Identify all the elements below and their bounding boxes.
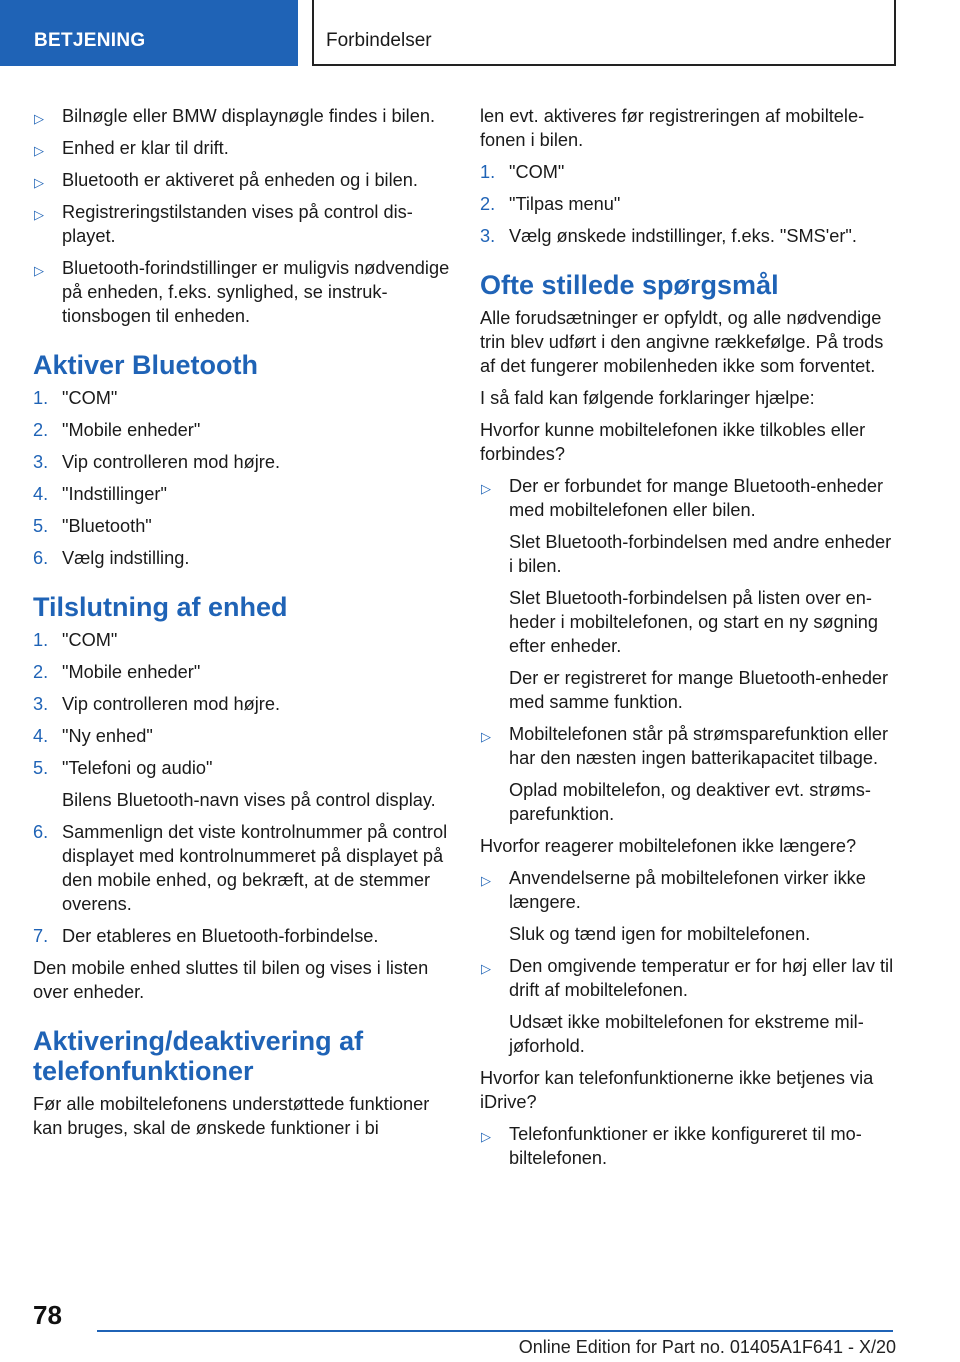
- list-item: ▷ Mobiltelefonen står på strømsparefunktion eller har den næsten ingen batterikapacitet tilbage.: [481, 724, 889, 768]
- step-number: 2.: [33, 662, 49, 682]
- step-number: 1.: [33, 630, 49, 650]
- triangle-right-icon: ▷: [34, 263, 44, 278]
- left-column: [33, 104, 453, 1148]
- step-item: 3. Vip controlleren mod højre.: [33, 452, 281, 472]
- solution-text: Der er registreret for mange Bluetooth-enheder med samme funktion.: [509, 668, 889, 712]
- step-number: 2.: [33, 420, 49, 440]
- right-column: [480, 104, 900, 1178]
- step-item: 1. "COM": [33, 388, 118, 408]
- list-item: ▷ Den omgivende temperatur er for høj eller lav til drift af mobiltelefonen.: [481, 956, 894, 1000]
- step-number: 1.: [480, 162, 496, 182]
- step-number: 6.: [33, 822, 49, 842]
- list-item: ▷ Der er forbundet for mange Bluetooth-enheder med mobiltelefonen eller bilen.: [481, 476, 884, 520]
- list-item: ▷ Bluetooth-forindstillinger er muligvis nødvendige på enheden, f.eks. synlighed, se instruktionsbogen til enheden.: [34, 258, 450, 326]
- step-item: 6. Sammenlign det viste kontrolnummer på control displayet med kontrolnummeret på displayet på den mobile enhed, og bekræft, at de stemmer overens.: [33, 822, 448, 914]
- heading-aktivering: Aktivering/deaktivering af telefonfunktioner: [33, 1026, 364, 1086]
- step-number: 5.: [33, 758, 49, 778]
- triangle-right-icon: ▷: [34, 207, 44, 222]
- step-item: 5. "Bluetooth": [33, 516, 152, 536]
- step-number: 4.: [33, 726, 49, 746]
- heading-aktiver-bluetooth: Aktiver Bluetooth: [33, 350, 259, 380]
- step-item: 1. "COM": [33, 630, 118, 650]
- step-item: 2. "Mobile enheder": [33, 662, 201, 682]
- step-number: 3.: [33, 694, 49, 714]
- triangle-right-icon: ▷: [481, 1129, 491, 1144]
- heading-faq: Ofte stillede spørgsmål: [480, 270, 779, 300]
- step-item: 2. "Tilpas menu": [480, 194, 621, 214]
- step-item: 6. Vælg indstilling.: [33, 548, 190, 568]
- step-number: 3.: [33, 452, 49, 472]
- triangle-right-icon: ▷: [34, 175, 44, 190]
- page-number: 78: [33, 1300, 62, 1330]
- step-item: 3. Vip controlleren mod højre.: [33, 694, 281, 714]
- page-header: [0, 0, 960, 66]
- step-note: Bilens Bluetooth-navn vises på control display.: [62, 790, 436, 810]
- list-item: ▷ Registreringstilstanden vises på control displayet.: [34, 202, 413, 246]
- list-item: ▷ Anvendelserne på mobiltelefonen virker ikke længere.: [481, 868, 866, 912]
- triangle-right-icon: ▷: [481, 729, 491, 744]
- step-number: 5.: [33, 516, 49, 536]
- step-item: 2. "Mobile enheder": [33, 420, 201, 440]
- tilslutning-steps: [33, 628, 453, 948]
- step-number: 1.: [33, 388, 49, 408]
- footer-edition: Online Edition for Part no. 01405A1F641 - X/20: [518, 1337, 896, 1357]
- paragraph: len evt. aktiveres før registreringen af mobiltelefonen i bilen.: [480, 106, 865, 150]
- step-item: 5. "Telefoni og audio": [33, 758, 213, 778]
- step-item: 1. "COM": [480, 162, 565, 182]
- paragraph: Den mobile enhed sluttes til bilen og vises i listen over enheder.: [33, 958, 429, 1002]
- step-number: 2.: [480, 194, 496, 214]
- aktiver-steps: [33, 386, 453, 570]
- triangle-right-icon: ▷: [34, 111, 44, 126]
- solution-text: Sluk og tænd igen for mobiltelefonen.: [509, 924, 811, 944]
- list-item: ▷ Bilnøgle eller BMW displaynøgle findes i bilen.: [33, 104, 453, 128]
- chapter-tab: Forbindelser: [312, 0, 896, 66]
- list-item: ▷ Bluetooth er aktiveret på enheden og i bilen.: [33, 168, 453, 192]
- solution-text: Slet Bluetooth-forbindelsen med andre enheder i bilen.: [509, 532, 892, 576]
- solution-text: Slet Bluetooth-forbindelsen på listen over enheder i mobiltelefonen, og start en ny søgning efter enheder.: [509, 588, 879, 656]
- triangle-right-icon: ▷: [481, 481, 491, 496]
- triangle-right-icon: ▷: [481, 873, 491, 888]
- faq-question: Hvorfor kan telefonfunktionerne ikke betjenes via iDrive?: [480, 1068, 874, 1112]
- triangle-right-icon: ▷: [34, 143, 44, 158]
- step-item: 3. Vælg ønskede indstillinger, f.eks. "SMS'er".: [480, 226, 857, 246]
- solution-text: Oplad mobiltelefon, og deaktiver evt. strømsparefunktion.: [509, 780, 871, 824]
- heading-tilslutning: Tilslutning af enhed: [33, 592, 288, 622]
- step-item: 4. "Indstillinger": [33, 484, 167, 504]
- triangle-right-icon: ▷: [481, 961, 491, 976]
- list-item: ▷ Telefonfunktioner er ikke konfigureret til mobiltelefonen.: [481, 1124, 862, 1168]
- solution-text: Udsæt ikke mobiltelefonen for ekstreme miljøforhold.: [509, 1012, 864, 1056]
- step-number: 4.: [33, 484, 49, 504]
- step-item: 4. "Ny enhed": [33, 726, 153, 746]
- step-item: 7. Der etableres en Bluetooth-forbindelse.: [33, 926, 379, 946]
- step-number: 7.: [33, 926, 49, 946]
- faq-question: Hvorfor kunne mobiltelefonen ikke tilkobles eller forbindes?: [480, 420, 866, 464]
- paragraph: I så fald kan følgende forklaringer hjælpe:: [480, 388, 815, 408]
- step-number: 6.: [33, 548, 49, 568]
- faq-question: Hvorfor reagerer mobiltelefonen ikke længere?: [480, 836, 857, 856]
- footer-divider: [97, 1330, 893, 1332]
- paragraph: Før alle mobiltelefonens understøttede funktioner kan bruges, skal de ønskede funktioner i bi: [33, 1094, 430, 1138]
- paragraph: Alle forudsætninger er opfyldt, og alle nødvendige trin blev udført i den angivne rækkefølge. På trods af det fungerer mobilenheden ikke som forventet.: [480, 308, 884, 376]
- prerequisites-list: [33, 104, 453, 328]
- telefon-steps: [480, 160, 900, 248]
- list-item: ▷ Enhed er klar til drift.: [33, 136, 453, 160]
- step-number: 3.: [480, 226, 496, 246]
- section-tab: BETJENING: [0, 0, 298, 66]
